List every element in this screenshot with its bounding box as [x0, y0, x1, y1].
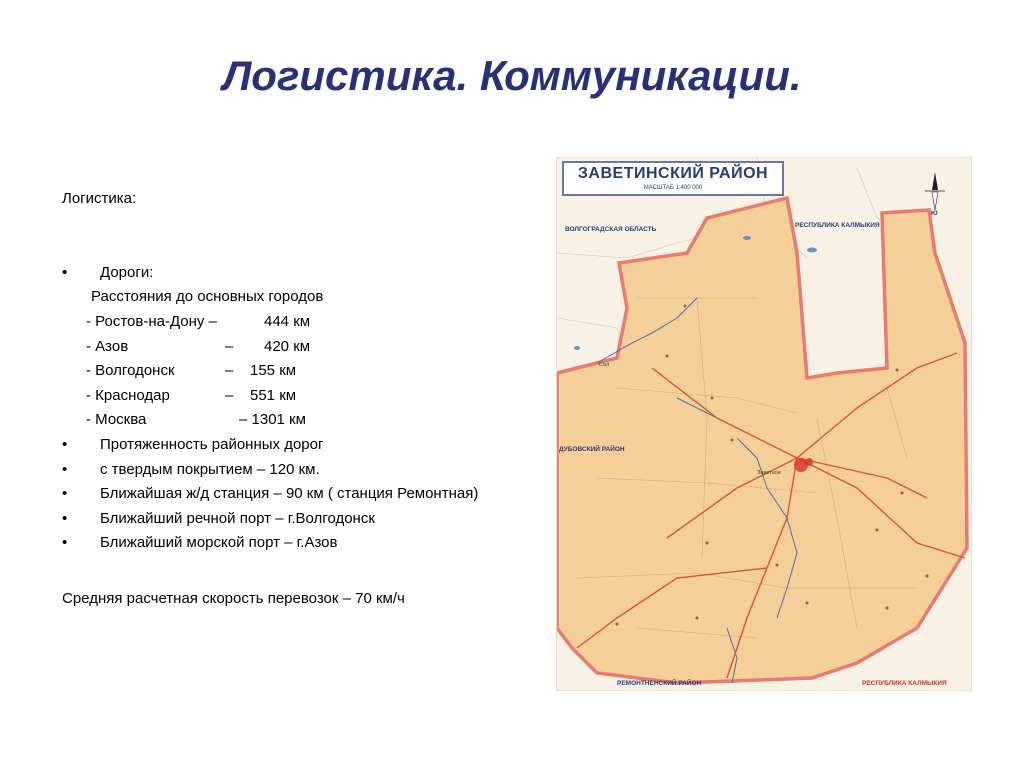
city-distance: – 1301 км — [239, 411, 306, 429]
city-row — [62, 359, 552, 384]
city-name: - Азов — [86, 337, 129, 355]
city-dash: – — [225, 362, 234, 380]
city-dash: – — [225, 337, 234, 355]
bullet-text: Протяженность районных дорог — [100, 435, 324, 453]
spacer — [62, 236, 552, 261]
city-dash: – — [225, 386, 234, 404]
bullet-item — [62, 482, 552, 507]
label-south: Ю — [931, 210, 938, 217]
spacer — [62, 212, 552, 237]
label-kalmykia-north: РЕСПУБЛИКА КАЛМЫКИЯ — [795, 222, 880, 229]
map-scale: МАСШТАБ 1:400 000 — [643, 185, 703, 191]
label-dubovsky-district: ДУБОВСКИЙ РАЙОН — [559, 446, 625, 453]
city-name: - Краснодар — [86, 386, 170, 404]
label-zavetnoe: Заветное — [757, 470, 781, 476]
roads-subtitle: Расстояния до основных городов — [91, 288, 324, 306]
city-row — [62, 384, 552, 409]
bullet-item — [62, 507, 552, 532]
logistics-text-block — [62, 187, 552, 556]
bullet-marker: • — [62, 509, 68, 527]
bullet-marker: • — [62, 485, 68, 503]
district-map-drawing — [557, 158, 971, 690]
city-name: - Волгодонск — [86, 362, 175, 380]
label-kalmykia-south: РЕСПУБЛИКА КАЛМЫКИЯ — [862, 680, 947, 687]
bullet-item — [62, 531, 552, 556]
bullet-marker: • — [62, 460, 68, 478]
roads-bullet — [62, 261, 552, 286]
label-volgograd-region: ВОЛГОГРАДСКАЯ ОБЛАСТЬ — [565, 226, 657, 233]
city-name: - Ростов-на-Дону – — [86, 312, 217, 330]
city-distance: 155 км — [250, 362, 297, 380]
bullet-marker: • — [62, 534, 68, 552]
bullet-item — [62, 433, 552, 458]
bullet-item — [62, 458, 552, 483]
roads-label: Дороги: — [100, 263, 154, 281]
bullet-text: Ближайший морской порт – г.Азов — [100, 534, 338, 552]
city-name: - Москва — [86, 411, 147, 429]
city-row — [62, 335, 552, 360]
bullet-text: Ближайший речной порт – г.Волгодонск — [100, 509, 375, 527]
map-title-box — [562, 161, 784, 196]
bullet-marker: • — [62, 435, 68, 453]
label-remontnensky-district: РЕМОНТНЕНСКИЙ РАЙОН — [617, 680, 702, 687]
city-distance: 444 км — [264, 312, 311, 330]
slide-title: Логистика. Коммуникации. — [222, 52, 802, 99]
map-title: ЗАВЕТИНСКИЙ РАЙОН — [577, 165, 769, 182]
average-speed-note: Средняя расчетная скорость перевозок – 70 км/ч — [62, 590, 405, 607]
city-row — [62, 310, 552, 335]
bullet-text: с твердым покрытием – 120 км. — [100, 460, 320, 478]
label-sal-river: Сал — [599, 362, 610, 368]
bullet-text: Ближайшая ж/д станция – 90 км ( станция Ремонтная) — [100, 485, 479, 503]
roads-subtitle-line — [62, 285, 552, 310]
district-map — [557, 158, 971, 690]
bullet-marker: • — [62, 263, 68, 281]
section-label-text: Логистика: — [62, 190, 137, 207]
city-row — [62, 408, 552, 433]
city-distance: 551 км — [250, 386, 297, 404]
city-distance: 420 км — [264, 337, 311, 355]
section-label — [62, 187, 552, 212]
